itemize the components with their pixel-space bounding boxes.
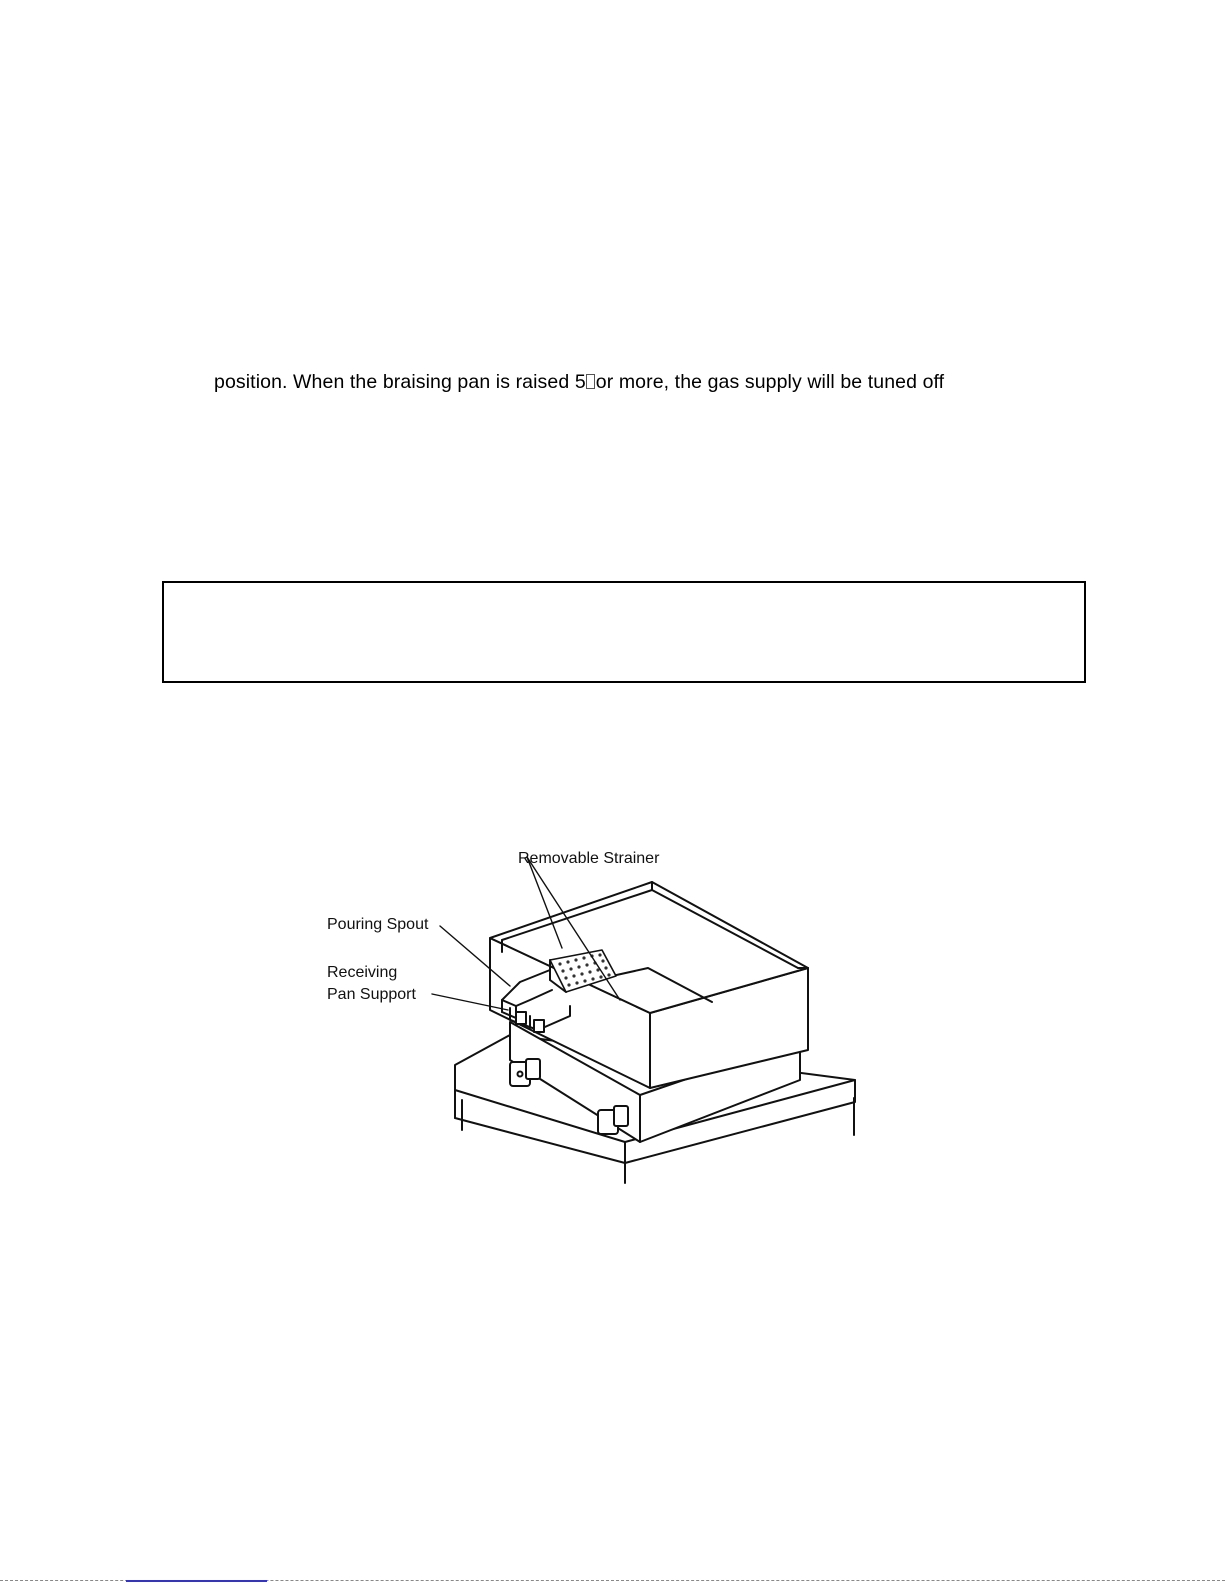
body-text-after-symbol: or more, the gas supply will be tuned off — [595, 371, 945, 393]
label-pan-support: Pan Support — [327, 986, 416, 1003]
body-text-line — [214, 369, 944, 395]
label-pouring-spout: Pouring Spout — [327, 916, 429, 933]
label-removable-strainer: Removable Strainer — [518, 850, 660, 867]
braising-pan-illustration — [320, 840, 920, 1190]
label-receiving: Receiving — [327, 964, 398, 981]
body-text-before-symbol: position. When the braising pan is raised 5 — [214, 371, 586, 393]
caution-box — [162, 581, 1086, 683]
missing-glyph-icon — [586, 374, 595, 389]
footer-link-underline — [126, 1580, 267, 1582]
braising-pan-figure — [320, 840, 920, 1190]
